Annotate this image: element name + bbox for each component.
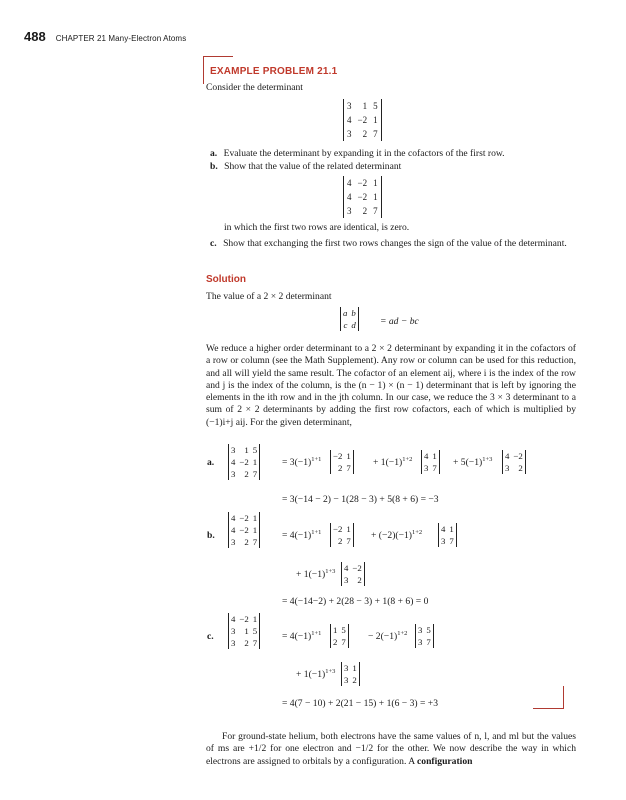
solution-a-cofactor-3: 4 −2 3 2 (502, 450, 526, 474)
page-number: 488 (24, 29, 46, 44)
related-determinant (343, 176, 382, 218)
solution-a-result: = 3(−14 − 2) − 1(28 − 3) + 5(8 + 6) = −3 (282, 494, 439, 505)
part-b: b. Show that the value of the related determinant (210, 161, 402, 172)
example-box-top-rule (203, 56, 233, 57)
solution-a-term-1: = $3(-1)^{1+1}$ (282, 455, 322, 468)
solution-intro: The value of a 2 × 2 determinant (206, 291, 332, 302)
solution-c-determinant: 4 −2 1 3 1 5 3 2 7 (228, 613, 260, 649)
solution-a-term-3: + $5(-1)^{1+3}$ (453, 455, 493, 468)
solution-c-cofactor-3: 3 1 3 2 (341, 662, 360, 686)
solution-c-cofactor-1: 1 5 2 7 (330, 624, 349, 648)
closing-bold-term: configuration (417, 755, 473, 767)
example-end-rule-horizontal (533, 708, 564, 709)
2x2-formula: = ad − bc (380, 316, 419, 327)
det-grid: a b c d (343, 308, 356, 330)
chapter-title: CHAPTER 21 Many-Electron Atoms (55, 34, 187, 43)
problem-intro: Consider the determinant (206, 82, 303, 93)
solution-b-term-3: + $1(-1)^{1+3}$ (296, 567, 336, 580)
example-end-rule-vertical (563, 686, 564, 708)
solution-b-term-2: + $(-2)(-1)^{1+2}$ (371, 528, 423, 541)
det-grid: 4 −2 1 4 −2 1 3 2 7 (347, 178, 378, 216)
solution-title: Solution (206, 274, 246, 285)
solution-b-cofactor-3: 4 −2 3 2 (341, 562, 365, 586)
solution-b-cofactor-1: −2 1 2 7 (330, 523, 354, 547)
example-box-left-rule (203, 56, 204, 84)
closing-text: For ground-state helium, both electrons have the same values of n, l, and ml but the values of ms are +1/2 for one electron and −1/2 for the other. We now describe the way in which electrons are assigned to orbitals by a configuration. A (206, 731, 576, 767)
det-grid: 3 1 5 4 −2 1 3 2 7 (347, 101, 378, 139)
solution-c-label: c. (207, 631, 214, 642)
solution-a-determinant: 3 1 5 4 −2 1 3 2 7 (228, 444, 260, 480)
solution-a-label: a. (207, 457, 215, 468)
solution-c-cofactor-2: 3 5 3 7 (415, 624, 434, 648)
part-a: a. Evaluate the determinant by expanding it in the cofactors of the first row. (210, 148, 505, 159)
solution-b-cofactor-2: 4 1 3 7 (438, 523, 457, 547)
solution-c-term-1: = $4(-1)^{1+1}$ (282, 629, 322, 642)
closing-paragraph (206, 731, 576, 768)
part-c: c. Show that exchanging the first two rows changes the sign of the value of the determinant. (210, 238, 567, 249)
solution-paragraph: We reduce a higher order determinant to a 2 × 2 determinant by expanding it in the cofactors of a row or column (see the Math Supplement). Any row or column can be used for this reduction, and all will yield the same result. The cofactor of an element aij, where i is the index of the row and j is the index of the column, is the (n − 1) × (n − 1) determinant that is left by ignoring the elements in the ith row and in the jth column. In our case, we reduce the 3 × 3 determinant to a sum of 2 × 2 determinants by adding the first row cofactors, each of which is multiplied by (−1)i+j aij. For the given determinant, (206, 343, 576, 428)
solution-c-result: = 4(7 − 10) + 2(21 − 15) + 1(6 − 3) = +3 (282, 698, 438, 709)
part-b-continued: in which the first two rows are identical, is zero. (224, 222, 410, 233)
generic-2x2-determinant (340, 307, 359, 331)
solution-b-determinant: 4 −2 1 4 −2 1 3 2 7 (228, 512, 260, 548)
solution-c-term-2: − $2(-1)^{1+2}$ (368, 629, 408, 642)
solution-c-term-3: + $1(-1)^{1+3}$ (296, 667, 336, 680)
running-header (24, 28, 186, 46)
solution-b-result: = 4(−14−2) + 2(28 − 3) + 1(8 + 6) = 0 (282, 596, 429, 607)
solution-a-cofactor-1: −2 1 2 7 (330, 450, 354, 474)
solution-b-term-1: = $4(-1)^{1+1}$ (282, 528, 322, 541)
example-title: EXAMPLE PROBLEM 21.1 (210, 66, 338, 77)
solution-b-label: b. (207, 530, 215, 541)
main-determinant (343, 99, 382, 141)
solution-a-term-2: + $1(-1)^{1+2}$ (373, 455, 413, 468)
solution-a-cofactor-2: 4 1 3 7 (421, 450, 440, 474)
